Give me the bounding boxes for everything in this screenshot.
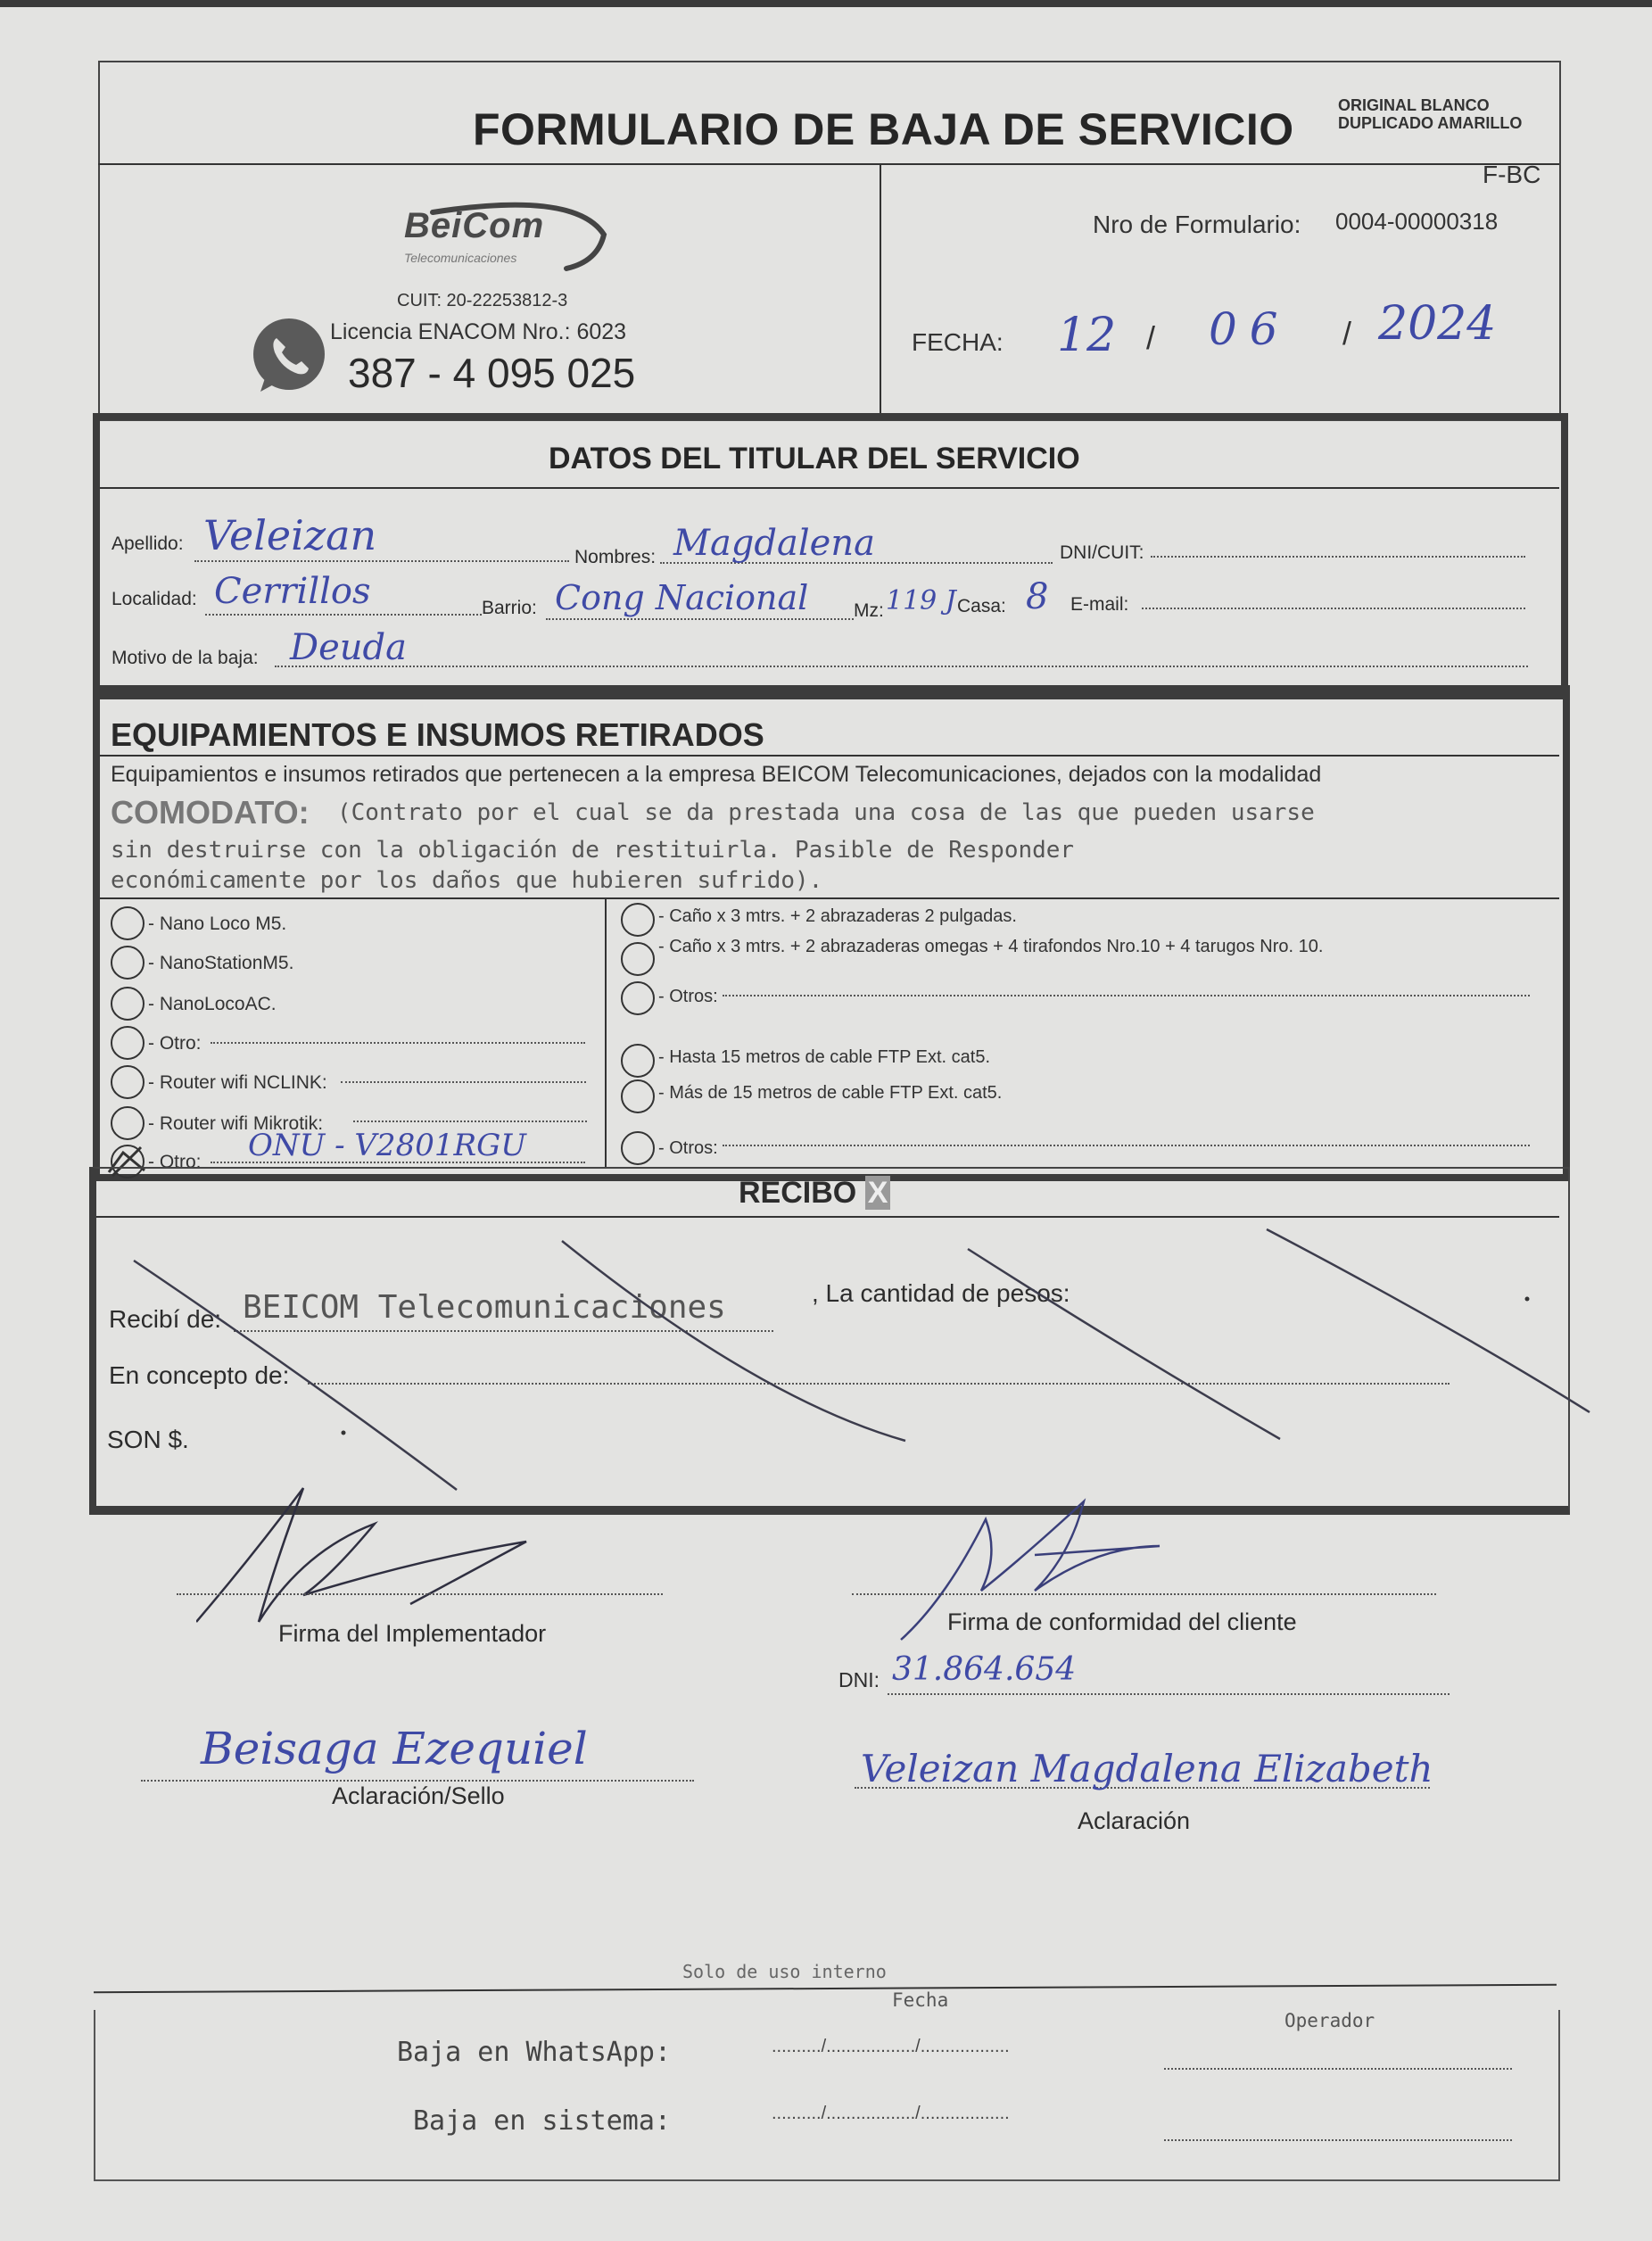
implementer-signature-label: Firma del Implementador (278, 1620, 547, 1647)
received-value: BEICOM Telecomunicaciones (243, 1289, 726, 1326)
apellido-label: Apellido: (112, 533, 184, 554)
email-label: E-mail: (1070, 594, 1129, 615)
client-dni-label: DNI: (838, 1668, 880, 1691)
clarification-value: Veleizan Magdalena Elizabeth (861, 1747, 1433, 1790)
option-router-mikrotik: - Router wifi Mikrotik: (148, 1113, 324, 1134)
internal-whatsapp-date: ........../................../.................. (772, 2037, 1010, 2056)
option-cano-abrazaderas: - Caño x 3 mtrs. + 2 abrazaderas 2 pulgadas. (658, 906, 1017, 926)
option-otros-2: - Otros: (658, 1138, 718, 1158)
internal-system-label: Baja en sistema: (413, 2105, 671, 2137)
receipt-title-text: RECIBO (739, 1176, 857, 1210)
localidad-value: Cerrillos (214, 571, 371, 612)
date-sep-1: / (1146, 319, 1156, 356)
form-number-label: Nro de Formulario: (1093, 211, 1301, 238)
mz-label: Mz: (854, 600, 884, 621)
form-code: F-BC (1483, 161, 1541, 188)
copy-note-duplicate: DUPLICADO AMARILLO (1338, 114, 1523, 132)
clarification-label: Aclaración (1078, 1807, 1191, 1834)
option-otro-2-value: ONU - V2801RGU (248, 1128, 526, 1163)
clarification-sello-value: Beisaga Ezequiel (201, 1723, 588, 1774)
copy-note-original: ORIGINAL BLANCO (1338, 96, 1490, 114)
implementer-signature (196, 1452, 535, 1631)
receipt-title-mark: X (865, 1176, 891, 1210)
nombres-value: Magdalena (673, 523, 875, 564)
option-otro-1: - Otro: (148, 1033, 202, 1054)
option-cano-omegas: - Caño x 3 mtrs. + 2 abrazaderas omegas + 4 tirafondos Nro.10 + 4 tarugos Nro. 10. (658, 937, 1324, 956)
option-hasta-15m: - Hasta 15 metros de cable FTP Ext. cat5. (658, 1047, 991, 1067)
motivo-value: Deuda (290, 627, 407, 668)
form-title: FORMULARIO DE BAJA DE SERVICIO (473, 104, 1294, 154)
date-label: FECHA: (912, 328, 1004, 356)
motivo-label: Motivo de la baja: (112, 648, 259, 668)
date-month: 06 (1209, 303, 1291, 355)
option-nanoloco-ac: - NanoLocoAC. (148, 994, 277, 1014)
client-dni-value: 31.864.654 (892, 1651, 1077, 1688)
equipment-section-title: EQUIPAMIENTOS E INSUMOS RETIRADOS (111, 716, 764, 753)
dni-cuit-label: DNI/CUIT: (1060, 542, 1144, 563)
nombres-label: Nombres: (574, 547, 657, 567)
option-mas-15m: - Más de 15 metros de cable FTP Ext. cat5. (658, 1083, 1003, 1103)
comodato-text-3: económicamente por los daños que hubieren sufrido). (111, 867, 823, 894)
company-cuit: CUIT: 20-22253812-3 (397, 291, 568, 310)
logo-subtext: Telecomunicaciones (404, 251, 517, 265)
casa-value: 8 (1026, 576, 1049, 617)
casa-label: Casa: (957, 596, 1006, 616)
barrio-value: Cong Nacional (555, 578, 809, 617)
option-otros-1: - Otros: (658, 987, 718, 1006)
date-sep-2: / (1342, 315, 1352, 351)
localidad-label: Localidad: (112, 589, 197, 609)
mz-value: 119 J (886, 585, 956, 616)
date-year: 2024 (1378, 297, 1497, 351)
option-router-nclink: - Router wifi NCLINK: (148, 1072, 327, 1093)
amount-label: , La cantidad de pesos: (812, 1279, 1070, 1307)
barrio-label: Barrio: (482, 598, 537, 618)
form-number-value: 0004-00000318 (1335, 208, 1499, 235)
comodato-text-2: sin destruirse con la obligación de restituirla. Pasible de Responder (111, 837, 1075, 864)
receipt-cancel-strokes (0, 7, 1652, 1524)
option-otro-2: - Otro: (148, 1152, 202, 1172)
internal-operador-label: Operador (1284, 2010, 1375, 2031)
internal-system-operator (1164, 2139, 1512, 2141)
internal-box (94, 2010, 1560, 2181)
concept-label: En concepto de: (109, 1361, 290, 1389)
logo-text: BeiCom (404, 206, 545, 245)
comodato-text-1: (Contrato por el cual se da prestada una cosa de las que pueden usarse (337, 799, 1315, 826)
equipment-intro: Equipamientos e insumos retirados que pertenecen a la empresa BEICOM Telecomunicaciones, dejados con la modalidad (111, 762, 1322, 787)
date-day: 12 (1057, 309, 1117, 362)
form-paper (0, 7, 1652, 2241)
son-label: SON $. (107, 1426, 189, 1453)
internal-whatsapp-operator (1164, 2068, 1512, 2070)
client-signature-label: Firma de conformidad del cliente (947, 1608, 1297, 1635)
company-license: Licencia ENACOM Nro.: 6023 (330, 319, 627, 344)
internal-title: Solo de uso interno (682, 1961, 887, 1982)
clarification-sello-label: Aclaración/Sello (332, 1782, 505, 1809)
comodato-title: COMODATO: (111, 794, 310, 831)
option-nanostation-m5: - NanoStationM5. (148, 953, 294, 973)
internal-fecha-label: Fecha (892, 1989, 949, 2011)
received-label: Recibí de: (109, 1305, 222, 1333)
apellido-value: Veleizan (203, 511, 377, 559)
company-phone: 387 - 4 095 025 (348, 350, 636, 396)
holder-section-title: DATOS DEL TITULAR DEL SERVICIO (549, 442, 1080, 475)
internal-system-date: ........../................../.................. (772, 2104, 1010, 2123)
internal-whatsapp-label: Baja en WhatsApp: (397, 2037, 672, 2068)
option-nano-loco-m5: - Nano Loco M5. (148, 914, 287, 934)
